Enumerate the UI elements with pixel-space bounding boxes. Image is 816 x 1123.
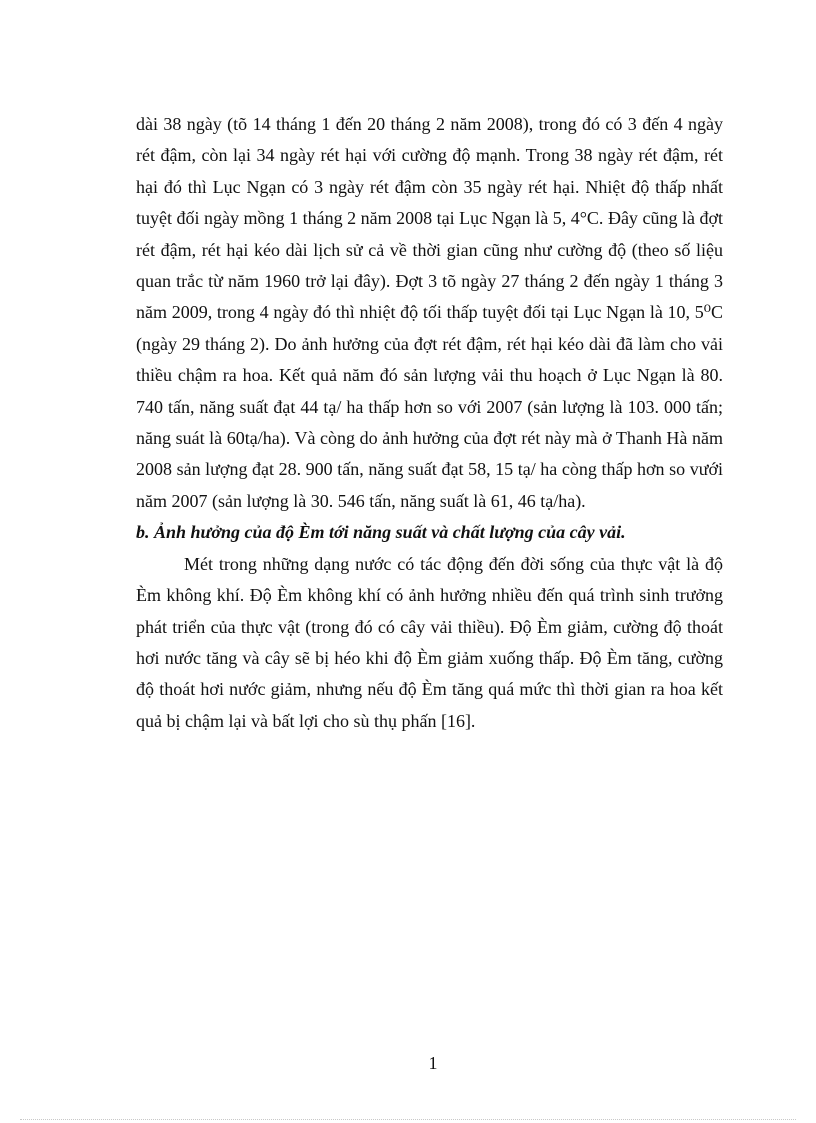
page-number: 1 xyxy=(428,1053,438,1073)
section-heading: b. Ảnh hưởng của độ Èm tới năng suất và chất lượng của cây vải. xyxy=(136,522,626,543)
page-bottom-divider xyxy=(20,1119,796,1120)
page-body xyxy=(136,109,723,737)
paragraph-humidity: Mét trong những dạng nước có tác động đến đời sống của thực vật là độ Èm không khí. Độ Èm không khí có ảnh hưởng nhiều đến quá trình sinh trưởng phát triển của thực vật (trong đó có cây vải thiều). Độ Èm giảm, cường độ thoát hơi nước tăng và cây sẽ bị héo khi độ Èm giảm xuống thấp. Độ Èm tăng, cường độ thoát hơi nước giảm, nhưng nếu độ Èm tăng quá mức thì thời gian ra hoa kết quả bị chậm lại và bất lợi cho sù thụ phấn [16]. xyxy=(136,553,723,731)
paragraph-cold-spell: dài 38 ngày (tõ 14 tháng 1 đến 20 tháng 2 năm 2008), trong đó có 3 đến 4 ngày rét đậm, còn lại 34 ngày rét hại với cường độ mạnh. Trong 38 ngày rét đậm, rét hại đó thì Lục Ngạn có 3 ngày rét đậm còn 35 ngày rét hại. Nhiệt độ thấp nhất tuyệt đối ngày mồng 1 tháng 2 năm 2008 tại Lục Ngạn là 5, 4°C. Đây cũng là đợt rét đậm, rét hại kéo dài lịch sử cả về thời gian cũng như cường độ (theo số liệu quan trắc từ năm 1960 trở lại đây). Đợt 3 tõ ngày 27 tháng 2 đến ngày 1 tháng 3 năm 2009, trong 4 ngày đó thì nhiệt độ tối thấp tuyệt đối tại Lục Ngạn là 10, 5⁰C (ngày 29 tháng 2). Do ảnh hưởng của đợt rét đậm, rét hại kéo dài đã làm cho vải thiều chậm ra hoa. Kết quả năm đó sản lượng vải thu hoạch ở Lục Ngạn là 80. 740 tấn, năng suất đạt 44 tạ/ ha thấp hơn so với 2007 (sản lượng là 103. 000 tấn; năng suát là 60tạ/ha). Và còng do ảnh hưởng của đợt rét này mà ở Thanh Hà năm 2008 sản lượng đạt 28. 900 tấn, năng suất đạt 58, 15 tạ/ ha còng thấp hơn so vưới năm 2007 (sản lượng là 30. 546 tấn, năng suất là 61, 46 tạ/ha). xyxy=(136,114,723,511)
